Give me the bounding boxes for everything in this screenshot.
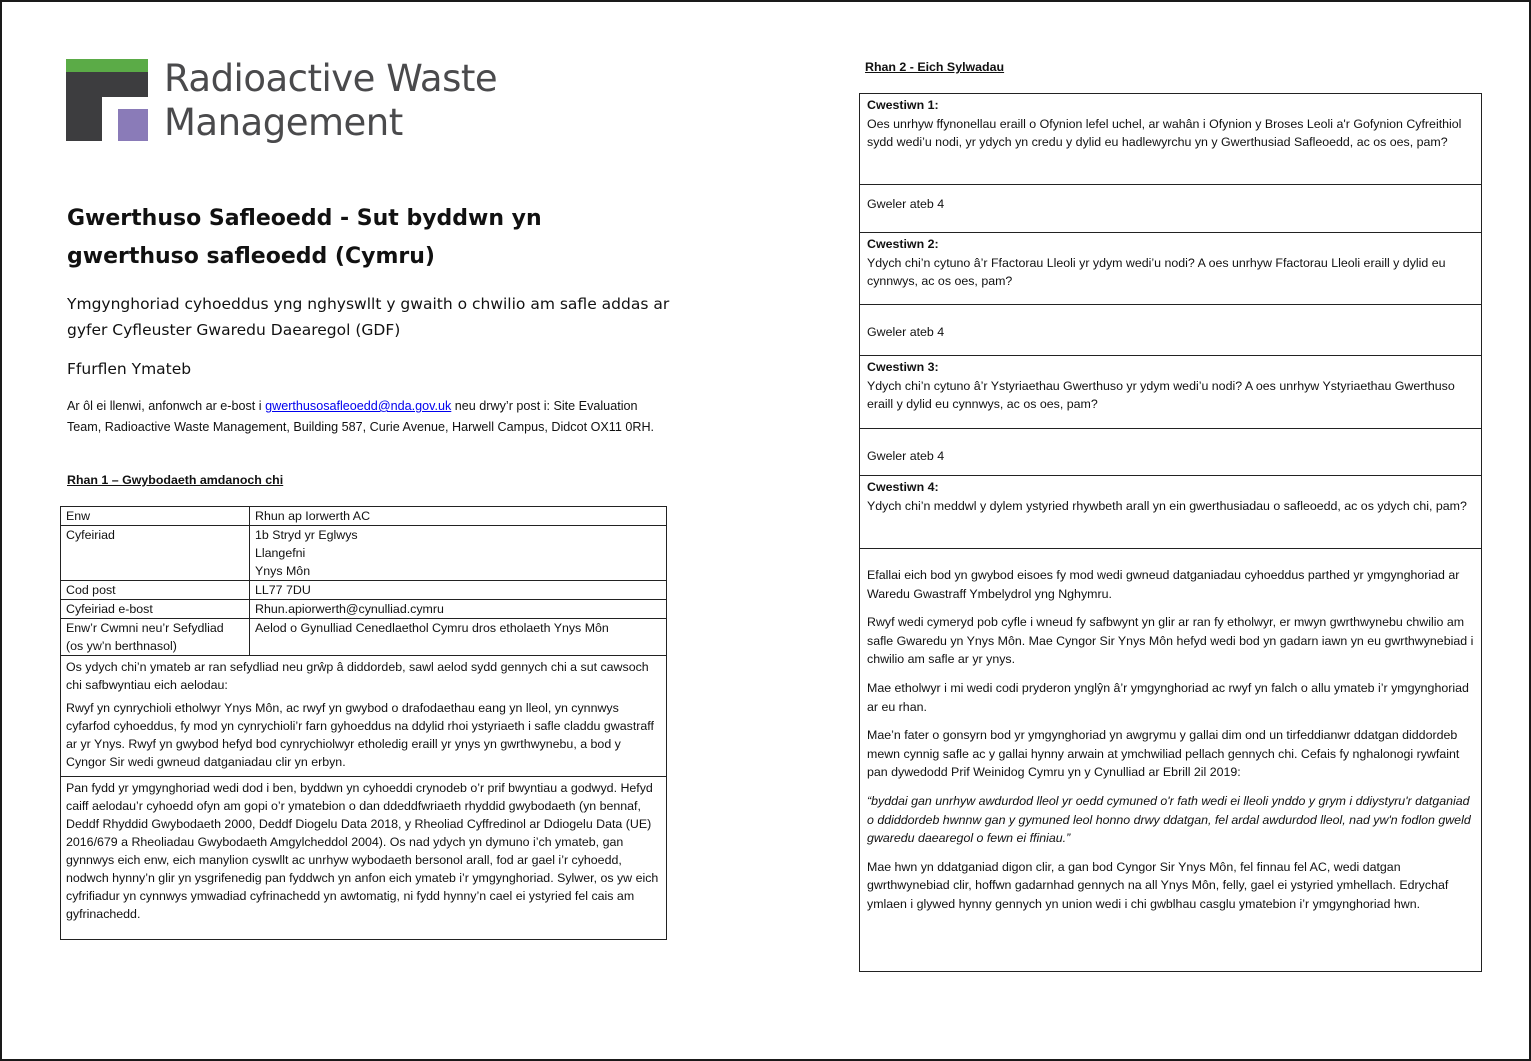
instructions-after: neu drwy’r post i: Site Evaluation Team, Radioactive Waste Management, Building 587, Curie Avenue, Harwell Campus, Didcot OX11 0RH. [67, 399, 655, 434]
answer-cell: Gweler ateb 4 [860, 429, 1482, 476]
table-row [860, 185, 1482, 233]
question-cell [860, 356, 1482, 429]
field-value [250, 526, 667, 581]
question-cell [860, 476, 1482, 549]
question-label: Cwestiwn 3: [867, 360, 939, 374]
field-value [250, 619, 667, 656]
email-link[interactable]: gwerthusosafleoedd@nda.gov.uk [265, 399, 452, 413]
question-text: Ydych chi’n meddwl y dylem ystyried rhywbeth arall yn ein gwerthusiadau o safleoedd, ac os ydych chi, pam? [867, 498, 1467, 513]
document-title: Gwerthuso Safleoedd - Sut byddwn yn gwerthuso safleoedd (Cymru) [67, 206, 542, 269]
value-line: Rhun.apiorwerth@cynulliad.cymru [255, 602, 444, 616]
question-label: Cwestiwn 1: [867, 98, 939, 112]
answer-cell: Gweler ateb 4 [860, 185, 1482, 233]
answer-paragraph: Efallai eich bod yn gwybod eisoes fy mod wedi gwneud datganiadau cyhoeddus parthed yr ymgynghoriad ar Waredu Gwastraff Ymbelydrol yng Nghymru. [867, 568, 1460, 601]
answer-paragraph: Mae hwn yn ddatganiad digon clir, a gan bod Cyngor Sir Ynys Môn, fel finnau fel AC, wedi datgan gwrthwynebiad clir, hoffwn gadarnhad gennych na all Ynys Môn, felly, gael ei ystyried ymhellach. Edrychaf ymlaen i glywed hynny gennych yn union wedi i chi gwblhau casglu ymatebion i’r ymgynghoriad hwn. [867, 859, 1449, 911]
document-subtitle: Ymgynghoriad cyhoeddus yng nghyswllt y gwaith o chwilio am safle addas ar gyfer Cyfleuster Gwaredu Daearegol (GDF) [67, 295, 670, 339]
table-row [61, 581, 667, 600]
question-text: Ydych chi’n cytuno â’r Ffactorau Lleoli yr ydym wedi’u nodi? A oes unrhyw Ffactorau Lleoli eraill y dylid eu cynnwys, ac os oes, pam? [867, 255, 1446, 288]
question-cell [860, 94, 1482, 185]
organisation-question: Os ydych chi’n ymateb ar ran sefydliad neu grŵp â diddordeb, sawl aelod sydd gennych chi a sut cawsoch chi safbwyntiau eich aelodau: [66, 660, 649, 692]
submission-instructions [67, 396, 667, 438]
field-value [250, 507, 667, 526]
logo-line-1: Radioactive Waste [164, 57, 498, 100]
rwm-logo [66, 59, 526, 151]
question-label: Cwestiwn 4: [867, 480, 939, 494]
table-row [61, 656, 667, 777]
field-label: Cyfeiriad e-bost [61, 600, 250, 619]
table-row [860, 429, 1482, 476]
field-value [250, 600, 667, 619]
privacy-cell [61, 777, 667, 940]
part1-heading: Rhan 1 – Gwybodaeth amdanoch chi [67, 473, 284, 487]
logo-line-2: Management [164, 101, 403, 144]
organisation-cell [61, 656, 667, 777]
value-line: Aelod o Gynulliad Cenedlaethol Cymru dros etholaeth Ynys Môn [255, 621, 609, 635]
privacy-notice: Pan fydd yr ymgynghoriad wedi dod i ben, byddwn yn cyhoeddi crynodeb o’r prif bwyntiau a godwyd. Hefyd caiff aelodau’r cyhoedd ofyn am gopi o’r ymatebion o dan ddeddfwriaeth rhyddid gwybodaeth (yn bennaf, Deddf Rhyddid Gwybodaeth 2000, Deddf Diogelu Data 2018, y Rheoliad Cyffredinol ar Ddiogelu Data (UE) 2016/679 a Rheoliadau Gwybodaeth Amgylcheddol 2004). Os nad ydych yn dymuno i’ch ymateb, gan gynnwys eich enw, eich manylion cyswllt ac unrhyw wybodaeth bersonol arall, fod ar gael i’r cyhoedd, nodwch hynny’n glir yn ysgrifenedig pan fyddwch yn anfon eich ymateb i’r ymgynghoriad. Sylwer, os yw eich cyfrifiadur yn cynnwys ymwadiad cyfrinachedd yn awtomatig, ni fydd hynny’n cael ei ystyried fel cais am gyfrinachedd. [66, 781, 659, 921]
table-row [860, 94, 1482, 185]
value-line: 1b Stryd yr Eglwys [255, 528, 358, 542]
value-line: Rhun ap Iorwerth AC [255, 509, 371, 523]
table-row [860, 549, 1482, 972]
table-row [61, 507, 667, 526]
respondent-info-table [60, 506, 667, 940]
field-label: Cod post [61, 581, 250, 600]
table-row [860, 356, 1482, 429]
value-line: LL77 7DU [255, 583, 311, 597]
field-label: Enw’r Cwmni neu’r Sefydliad (os yw’n berthnasol) [61, 619, 250, 656]
question-cell [860, 233, 1482, 305]
answer-paragraph: Mae’n fater o gonsyrn bod yr ymgynghoriad yn awgrymu y gallai dim ond un tirfeddianwr ddatgan diddordeb mewn cynnig safle ac y gallai hynny arwain at ymchwiliad pellach gennych chi. Cefais fy nghalonogi rywfaint pan dywedodd Prif Weinidog Cymru yn y Cynulliad ar Ebrill 2il 2019: [867, 728, 1460, 780]
answer-paragraph: Rwyf wedi cymeryd pob cyfle i wneud fy safbwynt yn glir ar ran fy etholwyr, er mwyn gwrthwynebu chwilio am safle Gwaredu yn Ynys Môn. Mae Cyngor Sir Ynys Môn hefyd wedi bod yn gadarn iawn yn eu gwrthwynebiad i chwilio am safle ar yr ynys. [867, 615, 1474, 667]
answer-cell: Gweler ateb 4 [860, 305, 1482, 356]
value-line: Llangefni [255, 546, 306, 560]
question-text: Oes unrhyw ffynonellau eraill o Ofynion lefel uchel, ar wahân i Ofynion y Broses Leoli a'r Gofynion Cyfreithiol sydd wedi’u nodi, yr ydych yn credu y dylid eu hadlewyrchu yn y Gwerthusiad Safleoedd, ac os oes, pam? [867, 116, 1462, 149]
field-label: Cyfeiriad [61, 526, 250, 581]
logo-wordmark [164, 57, 497, 145]
questions-table [859, 93, 1482, 972]
organisation-answer: Rwyf yn cynrychioli etholwyr Ynys Môn, ac rwyf yn gwybod o drafodaethau eang yn lleol, yn cynnwys cyfarfod cyhoeddus, fy mod yn cynrychioli’r farn gyhoeddus na ddylid rhoi ystyriaeth i safle claddu gwastraff ar yr Ynys. Rwyf yn gwybod hefyd bod cynrychiolwyr etholedig eraill yr ynys yn gwrthwynebu, a bod y Cyngor Sir wedi gwneud datganiadau clir yn erbyn. [66, 701, 654, 769]
field-label: Enw [61, 507, 250, 526]
answer-4-cell [860, 549, 1482, 972]
table-row [860, 233, 1482, 305]
value-line: Ynys Môn [255, 564, 311, 578]
table-row [61, 526, 667, 581]
answer-paragraph: Mae etholwyr i mi wedi codi pryderon ynglŷn â’r ymgynghoriad ac rwyf yn falch o allu ymateb i’r ymgynghoriad ar eu rhan. [867, 680, 1469, 714]
part2-heading: Rhan 2 - Eich Sylwadau [865, 60, 1005, 74]
instructions-before: Ar ôl ei llenwi, anfonwch ar e-bost i [67, 399, 266, 413]
field-value [250, 581, 667, 600]
table-row [860, 476, 1482, 549]
question-label: Cwestiwn 2: [867, 237, 939, 251]
table-row [61, 619, 667, 656]
table-row [61, 777, 667, 940]
table-row [61, 600, 667, 619]
table-row [860, 305, 1482, 356]
question-text: Ydych chi’n cytuno â’r Ystyriaethau Gwerthuso yr ydym wedi’u nodi? A oes unrhyw Ystyriaethau Gwerthuso eraill y dylid eu cynnwys, ac os oes, pam? [867, 378, 1455, 411]
logo-mark-icon [66, 59, 148, 141]
quoted-statement: “byddai gan unrhyw awdurdod lleol yr oedd cymuned o'r fath wedi ei lleoli ynddo y grym i ddiystyru'r datganiad o ddiddordeb hwnnw gan y gymuned leol honno drwy ddatgan, fel ardal awdurdod lleol, nad yw'n fodlon gweld gwaredu daearegol o fewn ei ffiniau.” [867, 793, 1471, 846]
form-name: Ffurflen Ymateb [67, 360, 192, 378]
